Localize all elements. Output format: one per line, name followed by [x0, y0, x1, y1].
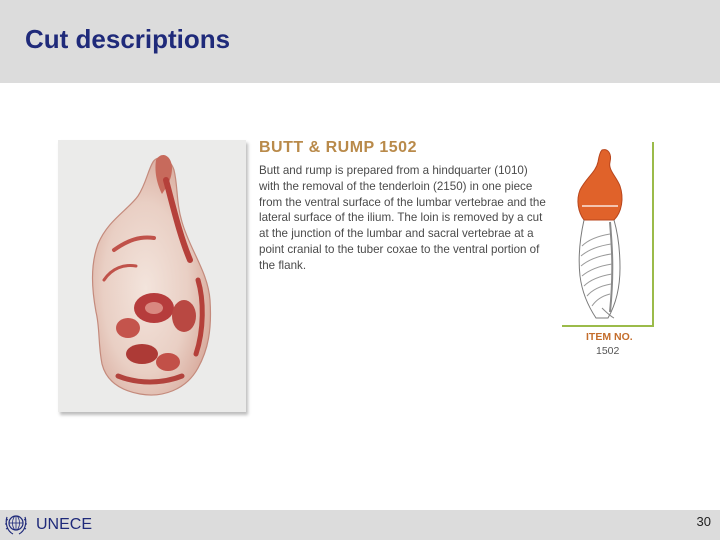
footer-organization: UNECE	[36, 516, 93, 533]
cut-heading: BUTT & RUMP 1502	[259, 139, 417, 156]
carcass-diagram	[562, 142, 654, 327]
item-number-label: ITEM NO.	[586, 331, 633, 343]
butt-and-rump-photo-illustration	[58, 140, 246, 412]
item-number-value: 1502	[596, 345, 620, 357]
cut-photo	[58, 140, 246, 412]
slide-title: Cut descriptions	[25, 24, 231, 54]
un-emblem-icon	[3, 511, 29, 537]
cut-description: Butt and rump is prepared from a hindquarter (1010) with the removal of the tenderloin (2150) in one piece from the ventral surface of the lumbar vertebrae and the lateral surface of the ilium. The loin is removed by a cut at the junction of the lumbar and sacral vertebrae at a point cranial to the tuber coxae to the ventral portion of the flank.	[259, 164, 546, 272]
carcass-skeleton-illustration	[562, 142, 650, 323]
footer-bar	[0, 510, 720, 540]
page-number: 30	[696, 514, 711, 529]
title-bar	[0, 0, 720, 83]
